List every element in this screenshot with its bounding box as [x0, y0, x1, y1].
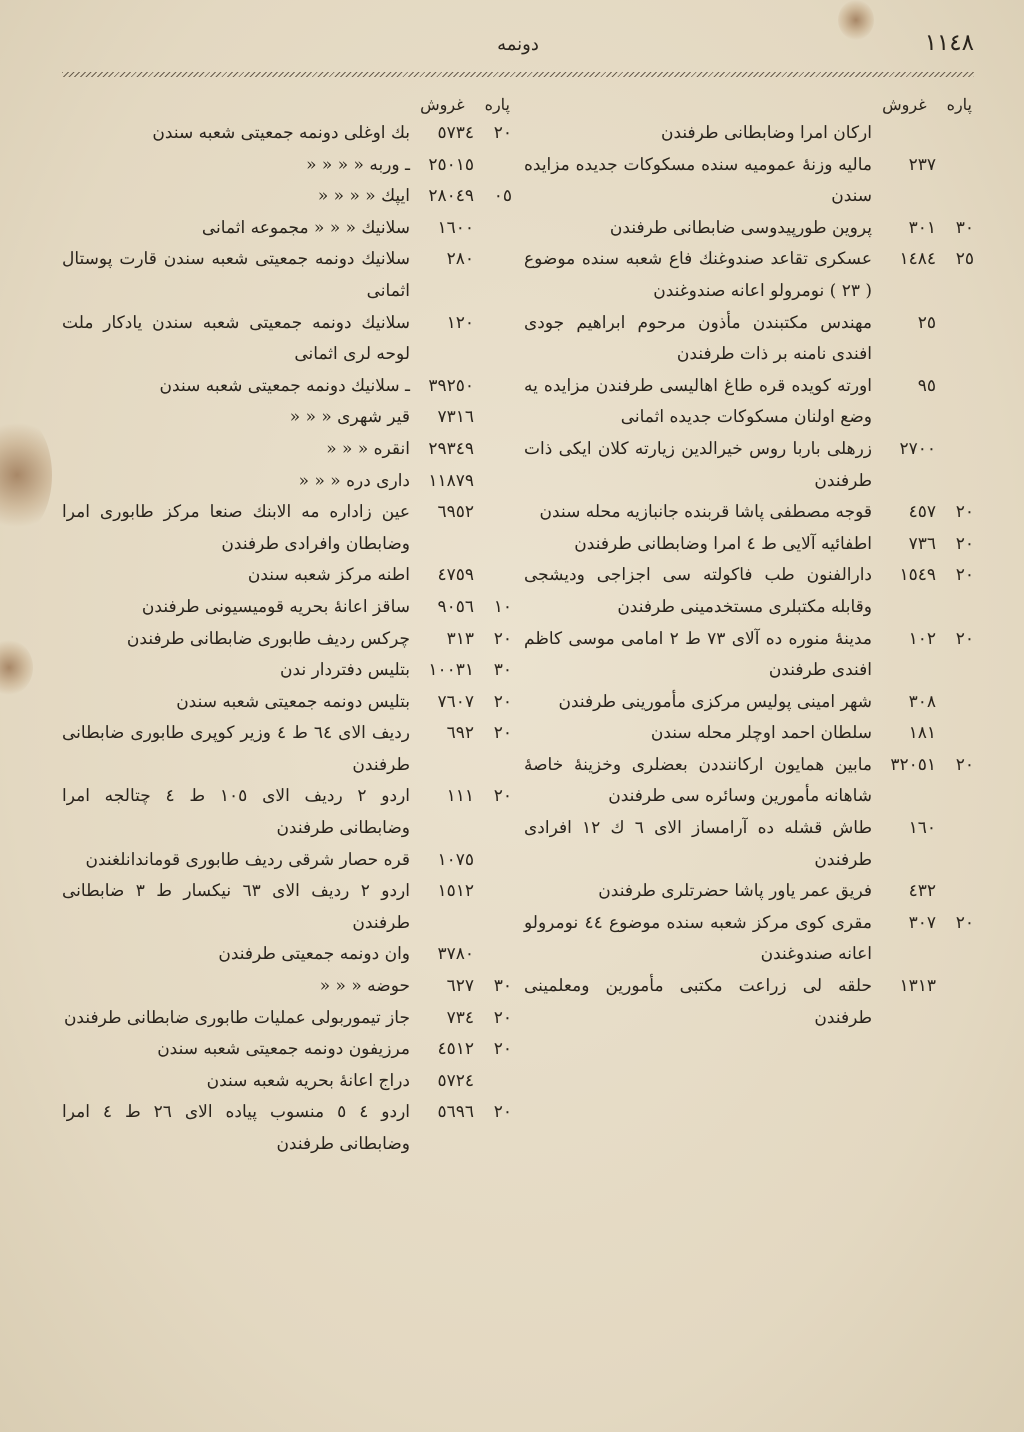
entry-para [482, 434, 512, 466]
entry-para [482, 876, 512, 939]
donation-entry [62, 718, 512, 781]
entry-kurus: ٤٣٢ [908, 881, 936, 902]
entry-text: عسكرى تقاعد صندوغنك فاع شعبه سنده موضوع ( ٢٣ ) نومرولو اعانه صندوغندن [524, 249, 872, 301]
entry-text: انقره « « « [326, 438, 410, 459]
donation-entry [62, 213, 512, 245]
header-para: پاره [946, 94, 972, 114]
entry-text: بتليس دفتردار ندن [280, 660, 410, 681]
donation-entry [62, 655, 512, 687]
donation-entry [62, 497, 512, 560]
donation-entry [524, 687, 974, 719]
entry-kurus: ٢٨٠٤٩ [428, 186, 474, 207]
donation-entry [62, 244, 512, 307]
entry-text: عين زاداره مه الابنك صنعا مركز طابورى امرا وضابطان وافرادى طرفندن [62, 502, 410, 554]
entry-kurus: ٩٥ [917, 375, 936, 396]
entry-text: دراج اعانهٔ بحريه شعبه سندن [206, 1070, 410, 1091]
entry-para [482, 1066, 512, 1098]
donation-entry [524, 624, 974, 687]
donation-entry [62, 402, 512, 434]
entry-kurus: ١٤٨٤ [899, 249, 936, 270]
entry-text: حوضه « « « [319, 976, 410, 997]
entry-text: بتليس دونمه جمعيتى شعبه سندن [176, 691, 410, 712]
entry-text: اردو ٤ ٥ منسوب پياده الاى ٢٦ ط ٤ امرا وضابطانى طرفندن [62, 1102, 411, 1154]
entry-text: قير شهرى « « « [289, 407, 410, 428]
entry-kurus: ١١٨٧٩ [428, 470, 474, 491]
entry-kurus: ٢٥٠١٥ [428, 154, 474, 175]
entry-para [482, 466, 512, 498]
entry-kurus: ٣٢٠٥١ [890, 754, 936, 775]
header-kurus: غروش [420, 94, 465, 114]
entry-para [482, 244, 512, 307]
entry-list [524, 118, 974, 1034]
entry-text: بك اوغلى دونمه جمعيتى شعبه سندن [152, 123, 410, 143]
entry-para: ٢٠ [493, 628, 512, 649]
entry-kurus: ٥٧٢٤ [437, 1070, 474, 1091]
entry-kurus: ٦٩٥٢ [437, 502, 474, 523]
donation-entry [62, 687, 512, 719]
entry-para: ٢٠ [955, 565, 974, 586]
donation-entry [524, 718, 974, 750]
entry-kurus: ٥٧٣٤ [437, 123, 474, 143]
donation-entry [62, 592, 512, 624]
entry-kurus: ٧٣٤ [446, 1007, 474, 1028]
left-column [62, 90, 512, 1161]
donation-entry [62, 1003, 512, 1035]
entry-text: شهر امينى پوليس مركزى مأمورينى طرفندن [558, 691, 872, 712]
entry-kurus: ٣٧٨٠ [437, 944, 474, 965]
donation-entry [62, 781, 512, 844]
entry-kurus: ٦٩٢ [446, 723, 474, 744]
entry-para [944, 687, 974, 719]
entry-text: رديف الاى ٦٤ ط ٤ وزير كوپرى طابورى ضابطانى طرفندن [62, 723, 410, 775]
donation-entry [524, 971, 974, 1034]
entry-para: ١٠ [493, 596, 512, 617]
entry-para [482, 213, 512, 245]
donation-entry [62, 876, 512, 939]
entry-para [944, 813, 974, 876]
entry-para [944, 308, 974, 371]
entry-para: ٢٠ [493, 1007, 512, 1028]
entry-kurus: ٩٠٥٦ [437, 596, 474, 617]
entry-kurus: ١٨١ [908, 723, 936, 744]
entry-para [482, 150, 512, 182]
entry-kurus [880, 118, 936, 150]
entry-para [944, 434, 974, 497]
entry-kurus: ٣٠٧ [908, 912, 936, 933]
entry-kurus: ٤٥٧ [908, 502, 936, 523]
entry-text: جاز تيموربولى عمليات طابورى ضابطانى طرفندن [63, 1007, 410, 1028]
entry-text: مابين همايون اركاننددن بعضلرى وخزينهٔ خاصهٔ شاهانه مأمورين وسائره سى طرفندن [524, 754, 872, 807]
donation-entry [62, 1097, 512, 1160]
donation-entry [62, 434, 512, 466]
donation-entry [62, 466, 512, 498]
stain-mark [0, 415, 52, 535]
entry-para [944, 876, 974, 908]
entry-kurus: ١٥١٢ [437, 881, 474, 902]
entry-kurus: ١٠٠٣١ [428, 660, 474, 681]
donation-entry [524, 308, 974, 371]
entry-text: زرهلى باربا روس خيرالدين زيارته كلان ايكى ذات طرفندن [524, 438, 872, 491]
entry-text: اردو ٢ رديف الاى ٦٣ نيكسار ط ٣ ضابطانى طرفندن [62, 881, 410, 933]
entry-text: سلطان احمد اوچلر محله سندن [650, 723, 872, 744]
entry-kurus: ١٠٧٥ [437, 849, 474, 870]
entry-text: وان دونمه جمعيتى طرفندن [218, 944, 410, 965]
entry-para [944, 150, 974, 213]
entry-kurus: ٣٠٨ [908, 691, 936, 712]
entry-text: ساقز اعانهٔ بحريه قوميسيونى طرفندن [141, 596, 410, 617]
page-header [62, 30, 974, 70]
entry-kurus: ٦٢٧ [446, 976, 474, 997]
entry-kurus: ١٦٠ [908, 818, 936, 839]
stain-mark [0, 640, 33, 695]
donation-entry [62, 118, 512, 150]
page-number: ١١٤٨ [924, 30, 974, 56]
entry-kurus: ٤٧٥٩ [437, 565, 474, 586]
entry-para: ٣٠ [955, 217, 974, 238]
entry-kurus: ٢٩٣٤٩ [428, 438, 474, 459]
entry-text: چركس رديف طابورى ضابطانى طرفندن [126, 628, 410, 649]
entry-para: ٢٠ [955, 754, 974, 775]
entry-text: سلانيك دونمه جمعيتى شعبه سندن قارت پوستال اثمانى [62, 249, 410, 301]
entry-para: ٢٠ [955, 628, 974, 649]
entry-text: ـ وربه « « « « [306, 154, 410, 175]
entry-para: ٣٠ [493, 660, 512, 681]
entry-para [944, 371, 974, 434]
entry-para [482, 845, 512, 877]
entry-kurus: ٢٧٠٠ [899, 438, 936, 459]
entry-kurus: ٢٣٧ [908, 154, 936, 175]
entry-text: طاش قشله ده آرامساز الاى ٦ ك ١٢ افرادى طرفندن [524, 818, 872, 870]
entry-text: قره حصار شرقى رديف طابورى قوماندانلغندن [85, 849, 410, 870]
entry-para: ٢٠ [955, 533, 974, 554]
donation-entry [524, 118, 974, 150]
entry-para: ٢٠ [493, 723, 512, 744]
entry-para [944, 971, 974, 1034]
donation-entry [62, 181, 512, 213]
donation-entry [524, 371, 974, 434]
entry-kurus: ٢٨٠ [446, 249, 474, 270]
entry-kurus: ١٠٢ [908, 628, 936, 649]
entry-para [482, 497, 512, 560]
entry-kurus: ١٣١٣ [899, 976, 936, 997]
entry-kurus: ٥٦٩٦ [437, 1102, 474, 1123]
entry-text: ـ سلانيك دونمه جمعيتى شعبه سندن [159, 375, 410, 396]
donation-entry [62, 939, 512, 971]
entry-text: اورته كويده قره طاغ اهاليسى طرفندن مزايده يه وضع اولنان مسكوكات جديده اثمانى [524, 375, 872, 428]
entry-kurus: ١١١ [446, 786, 474, 807]
donation-entry [524, 876, 974, 908]
donation-entry [62, 624, 512, 656]
entry-kurus: ٢٥ [917, 312, 936, 333]
donation-entry [524, 750, 974, 813]
right-column [524, 90, 974, 1034]
entry-kurus: ٤٥١٢ [437, 1039, 474, 1060]
entry-kurus: ١٢٠ [446, 312, 474, 333]
entry-kurus: ٧٣٦ [908, 533, 936, 554]
donation-entry [62, 371, 512, 403]
entry-text: ماليه وزنهٔ عموميه سنده مسكوكات جديده مزايده سندن [524, 154, 872, 207]
donation-entry [524, 908, 974, 971]
entry-para [944, 718, 974, 750]
entry-kurus: ١٦٠٠ [437, 217, 474, 238]
entry-para: ٣٠ [493, 976, 512, 997]
header-rule [62, 72, 974, 77]
donation-entry [524, 434, 974, 497]
entry-para: ٢٠ [955, 502, 974, 523]
entry-text: مهندس مكتبندن مأذون مرحوم ابراهيم جودى افندى نامنه بر ذات طرفندن [524, 312, 872, 365]
donation-entry [524, 213, 974, 245]
entry-text: اطفائيه آلايى ط ٤ امرا وضابطانى طرفندن [574, 533, 872, 554]
entry-text: سلانيك « « « مجموعه اثمانى [201, 217, 410, 238]
entry-para [482, 308, 512, 371]
entry-text: پروين طورپيدوسى ضابطانى طرفندن [609, 217, 872, 238]
entry-text: اركان امرا وضابطانى طرفندن [661, 123, 872, 143]
donation-entry [62, 560, 512, 592]
donation-entry [524, 813, 974, 876]
entry-text: سلانيك دونمه جمعيتى شعبه سندن يادكار ملت لوحه لرى اثمانى [62, 312, 410, 365]
entry-kurus: ٧٣١٦ [437, 407, 474, 428]
entry-para: ٢٠ [493, 1039, 512, 1060]
entry-text: ايپك « « « « [317, 186, 410, 207]
donation-entry [62, 845, 512, 877]
entry-text: مدينهٔ منوره ده آلاى ٧٣ ط ٢ امامى موسى كاظم افندى طرفندن [524, 628, 872, 681]
entry-text: فريق عمر ياور پاشا حضرتلرى طرفندن [598, 881, 872, 902]
entry-para: ٢٠ [493, 786, 512, 807]
entry-para: ٢٠ [493, 1102, 512, 1123]
donation-entry [524, 529, 974, 561]
donation-entry [62, 1066, 512, 1098]
entry-para [944, 118, 974, 150]
entry-para: ٢٠ [955, 912, 974, 933]
column-header [62, 90, 512, 118]
donation-entry [62, 1034, 512, 1066]
entry-text: دارى دره « « « [298, 470, 410, 491]
donation-entry [62, 971, 512, 1003]
entry-para: ٢٠ [493, 691, 512, 712]
header-kurus: غروش [882, 94, 927, 114]
entry-text: مرزيفون دونمه جمعيتى شعبه سندن [157, 1039, 410, 1060]
entry-para [482, 402, 512, 434]
entry-para: ٢٥ [955, 249, 974, 270]
donation-entry [524, 560, 974, 623]
entry-text: دارالفنون طب فاكولته سى اجزاجى وديشجى وقابله مكتبلرى مستخدمينى طرفندن [524, 565, 872, 617]
entry-para [482, 371, 512, 403]
entry-text: قوجه مصطفى پاشا قربنده جانبازيه محله سندن [539, 502, 872, 523]
entry-kurus: ١٥٤٩ [899, 565, 936, 586]
entry-para: ٢٠ [493, 123, 512, 143]
donation-entry [524, 497, 974, 529]
entry-para [482, 939, 512, 971]
column-header [524, 90, 974, 118]
entry-kurus: ٣١٣ [446, 628, 474, 649]
entry-kurus: ٣٩٢٥٠ [428, 375, 474, 396]
donation-entry [524, 150, 974, 213]
entry-kurus: ٣٠١ [908, 217, 936, 238]
donation-entry [62, 308, 512, 371]
entry-para [482, 560, 512, 592]
entry-text: اطنه مركز شعبه سندن [247, 565, 410, 586]
running-title: دونمه [497, 34, 539, 55]
entry-para: ٠٥ [493, 186, 512, 207]
entry-kurus: ٧٦٠٧ [437, 691, 474, 712]
header-para: پاره [484, 94, 510, 114]
entry-text: اردو ٢ رديف الاى ١٠٥ ط ٤ چتالجه امرا وضابطانى طرفندن [62, 786, 411, 839]
donation-entry [62, 150, 512, 182]
entry-text: مقرى كوى مركز شعبه سنده موضوع ٤٤ نومرولو اعانه صندوغندن [524, 912, 872, 965]
donation-entry [524, 244, 974, 307]
entry-text: حلقه لى زراعت مكتبى مأمورين ومعلمينى طرفندن [524, 976, 872, 1028]
entry-list [62, 118, 512, 1161]
